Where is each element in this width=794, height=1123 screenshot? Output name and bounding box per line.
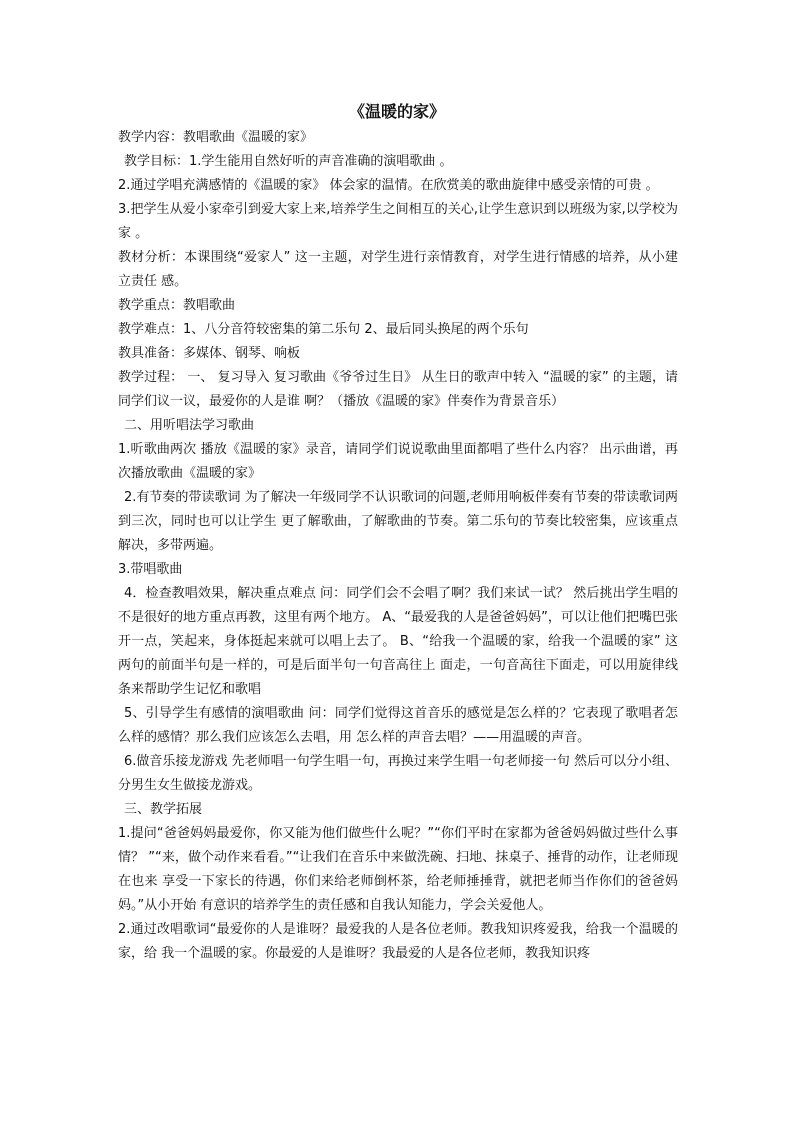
paragraph-teaching-aids: 教具准备：多媒体、钢琴、响板 (118, 346, 301, 361)
paragraph-goal-2: 2.通过学唱充满感情的《温暖的家》 体会家的温情。在欣赏美的歌曲旋律中感受亲情的可贵 。 (118, 178, 659, 193)
section-heading-extension: 三、教学拓展 (124, 802, 203, 817)
paragraph-step-3: 3.带唱歌曲 (118, 562, 183, 577)
paragraph-teaching-goal: 教学目标：1.学生能用自然好听的声音准确的演唱歌曲 。 (124, 154, 453, 169)
paragraph-step-2: 2.有节奏的带读歌词 为了解决一年级同学不认识歌词的问题,老师用响板伴奏有节奏的带读歌词两到三次，同时也可以让学生 更了解歌曲，了解歌曲的节奏。第二乐句的节奏比较密集，应该重点解决，多带两遍。 (118, 490, 678, 553)
document-title: 《温暖的家》 (348, 102, 445, 121)
document-body (118, 126, 678, 966)
paragraph-teaching-content: 教学内容：教唱歌曲《温暖的家》 (118, 130, 314, 145)
paragraph-step-4: 4．检查教唱效果，解决重点难点 问：同学们会不会唱了啊？我们来试一试？ 然后挑出学生唱的不是很好的地方重点再教，这里有两个地方。 A、“最爱我的人是爸爸妈妈”，可以让他们把嘴巴张开一点，笑起来，身体挺起来就可以唱上去了。 B、“给我一个温暖的家，给我一个温暖的家” 这两句的前面半句是一样的，可是后面半句一句音高往上 面走，一句音高往下面走，可以用旋律线条来帮助学生记忆和歌唱 (118, 586, 678, 697)
paragraph-goal-3: 3.把学生从爱小家牵引到爱大家上来,培养学生之间相互的关心,让学生意识到以班级为家,以学校为家 。 (118, 202, 678, 241)
paragraph-step-5: 5、引导学生有感情的演唱歌曲 问：同学们觉得这首音乐的感觉是怎么样的？它表现了歌唱者怎么样的感情？那么我们应该怎么去唱，用 怎么样的声音去唱？——用温暖的声音。 (118, 706, 678, 745)
paragraph-material-analysis: 教材分析：本课围绕“爱家人” 这一主题，对学生进行亲情教育，对学生进行情感的培养，从小建 立责任 感。 (118, 250, 678, 289)
paragraph-step-6: 6.做音乐接龙游戏 先老师唱一句学生唱一句，再换过来学生唱一句老师接一句 然后可以分小组、分男生女生做接龙游戏。 (118, 754, 678, 793)
paragraph-extension-2: 2.通过改唱歌词“最爱你的人是谁呀？最爱我的人是各位老师。教我知识疼爱我，给我一个温暖的家，给 我一个温暖的家。你最爱的人是谁呀？我最爱的人是各位老师，教我知识疼 (118, 922, 678, 961)
paragraph-extension-1: 1.提问“爸爸妈妈最爱你，你又能为他们做些什么呢？”“你们平时在家都为爸爸妈妈做过些什么事情？ ”“来，做个动作来看看。”“让我们在音乐中来做洗碗、扫地、抹桌子、捶背的动作，让老师现在也来 享受一下家长的待遇，你们来给老师倒杯茶，给老师捶捶背，就把老师当作你们的爸爸妈妈。”从小开始 有意识的培养学生的责任感和自我认知能力，学会关爱他人。 (118, 826, 678, 913)
paragraph-key-point: 教学重点：教唱歌曲 (118, 298, 236, 313)
paragraph-teaching-process: 教学过程： 一、 复习导入 复习歌曲《爷爷过生日》 从生日的歌声中转入 “温暖的家” 的主题，请同学们议一议，最爱你的人是谁 啊？（播放《温暖的家》伴奏作为背景音乐） (118, 370, 678, 409)
paragraph-step-1: 1.听歌曲两次 播放《温暖的家》录音，请同学们说说歌曲里面都唱了些什么内容？ 出示曲谱，再次播放歌曲《温暖的家》 (118, 442, 678, 481)
section-heading-listen-sing: 二、用听唱法学习歌曲 (124, 418, 255, 433)
paragraph-difficulty: 教学难点：1、八分音符较密集的第二乐句 2、最后同头换尾的两个乐句 (118, 322, 529, 337)
